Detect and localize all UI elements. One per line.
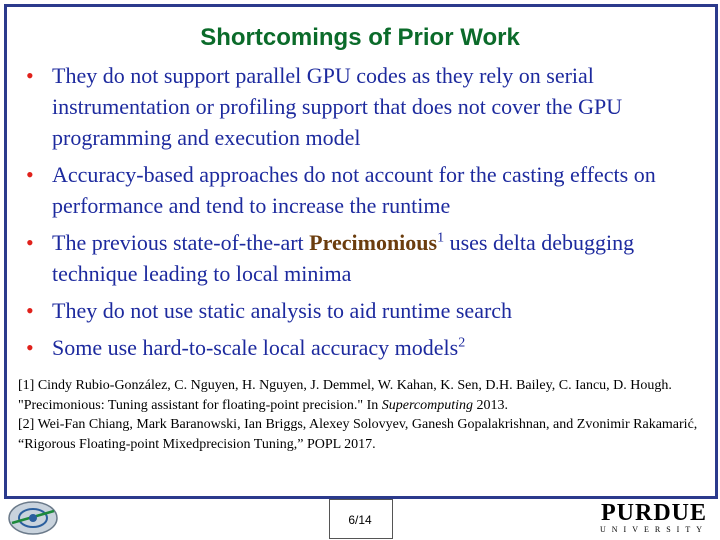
purdue-logo-sub: UNIVERSITY [600, 525, 708, 534]
footnote-marker: 2 [458, 335, 466, 351]
bullet-dot-icon: • [26, 162, 34, 187]
bullet-list [26, 60, 696, 369]
bullet-dot-icon: • [26, 63, 34, 88]
bullet-dot-icon: • [26, 335, 34, 360]
bullet-1 [26, 60, 696, 153]
slide-title: Shortcomings of Prior Work [200, 24, 520, 51]
reference-text: [1] Cindy Rubio-González, C. Nguyen, H. Nguyen, J. Demmel, W. Kahan, K. Sen, D.H. Bailey, C. Iancu, D. Hough. "Precimonious: Tuning assistant for floating-point precision." In [18, 378, 672, 413]
bullet-3 [26, 227, 696, 289]
reference-year: 2013. [473, 397, 508, 413]
bullet-2 [26, 159, 696, 221]
bullet-text-post: uses delta debugging technique leading to local minima [52, 230, 635, 286]
purdue-logo-word: PURDUE [601, 500, 707, 526]
purdue-logo [600, 501, 708, 535]
bullet-5 [26, 332, 696, 363]
reference-2 [18, 415, 708, 454]
reference-text: [2] Wei-Fan Chiang, Mark Baranowski, Ian Briggs, Alexey Solovyev, Ganesh Gopalakrishnan, and Zvonimir Rakamarić, “Rigorous Floating-point Mixedprecision Tuning,” POPL 2017. [18, 417, 698, 452]
bullet-text: Some use hard-to-scale local accuracy models [52, 335, 459, 360]
lab-logo-icon [6, 499, 60, 537]
reference-1 [18, 376, 708, 415]
bullet-text: They do not use static analysis to aid runtime search [52, 298, 513, 323]
reference-venue: Supercomputing [381, 397, 473, 413]
highlight-precimonious: Precimonious [309, 230, 438, 255]
page-number: 6/14 [348, 513, 372, 527]
bullet-text: Accuracy-based approaches do not account for the casting effects on performance and tend to increase the runtime [52, 162, 656, 218]
bullet-4 [26, 295, 696, 326]
references [18, 376, 708, 454]
bullet-text-pre: The previous state-of-the-art [52, 230, 310, 255]
bullet-text: They do not support parallel GPU codes as they rely on serial instrumentation or profiling support that does not cover the GPU programming and execution model [52, 63, 623, 150]
bullet-dot-icon: • [26, 298, 34, 323]
bullet-dot-icon: • [26, 230, 34, 255]
slide-footer [0, 497, 720, 540]
footnote-marker: 1 [437, 230, 445, 246]
